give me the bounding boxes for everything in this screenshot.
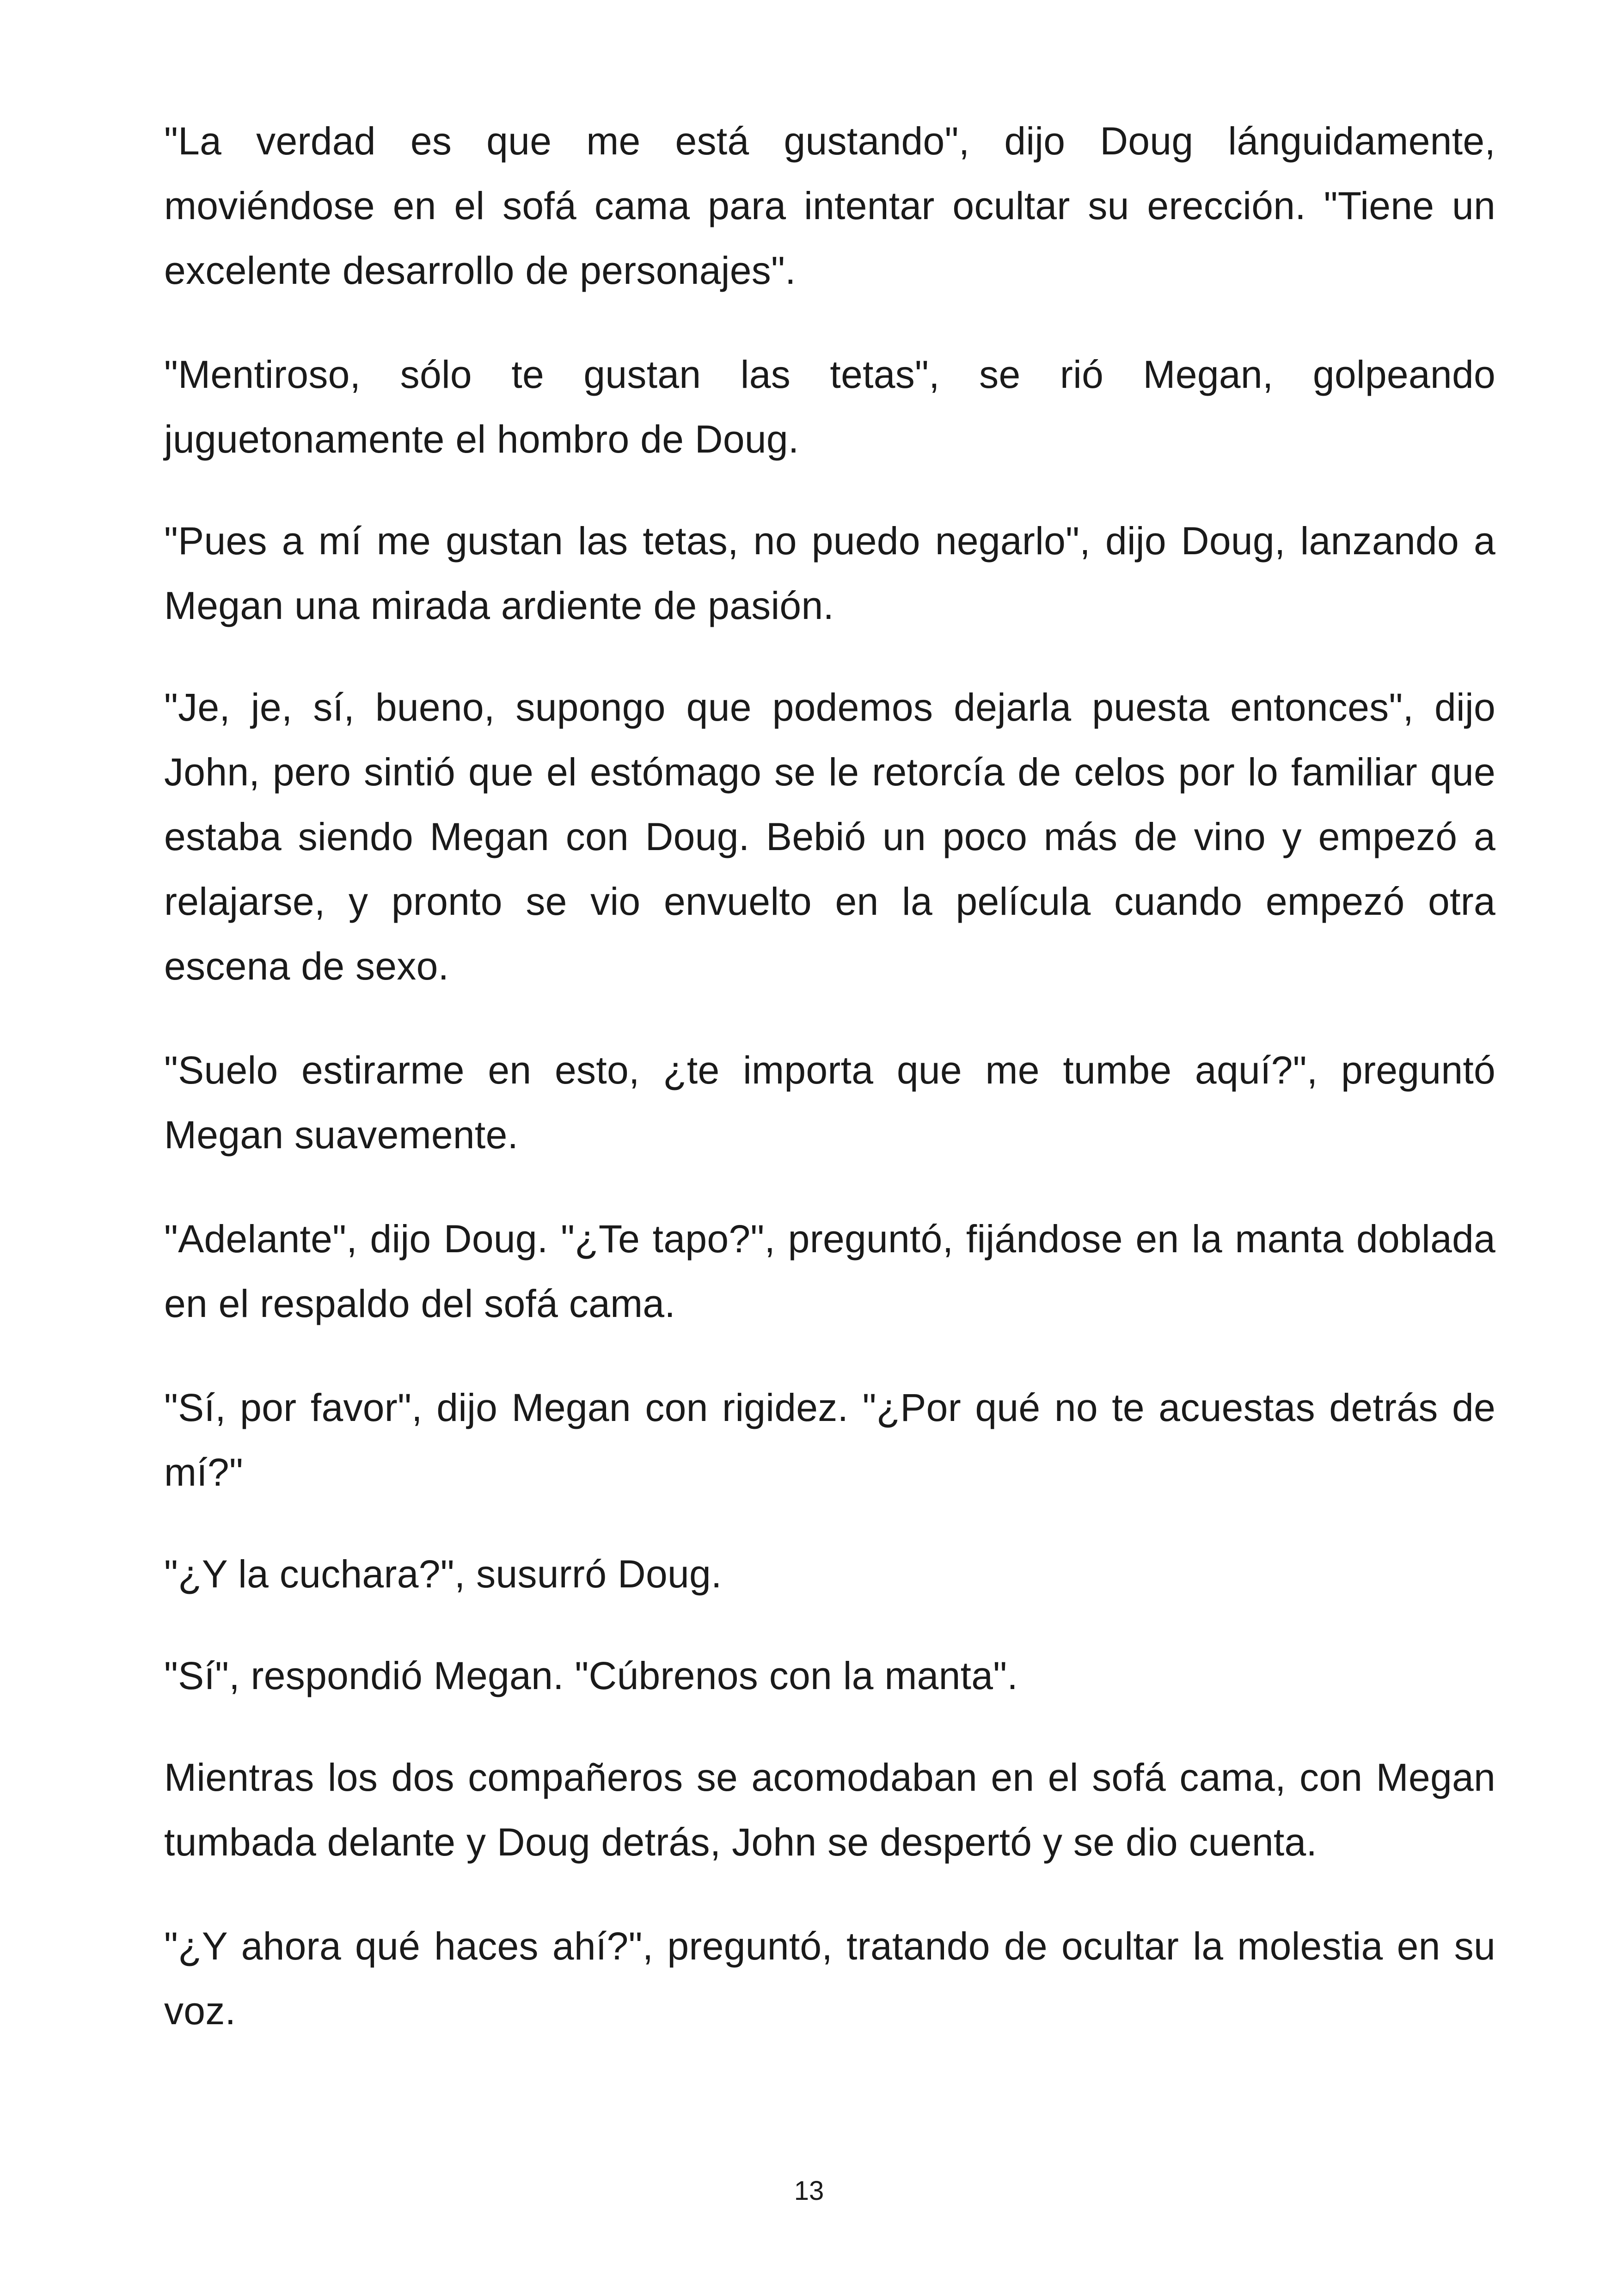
paragraph-1: "La verdad es que me está gustando", dijo Doug lánguidamente, moviéndose en el sofá cama para intentar ocultar su erección. "Tiene un excelente desarrollo de personajes". [164,119,1495,292]
paragraph-7: "Sí, por favor", dijo Megan con rigidez. "¿Por qué no te acuestas detrás de mí?" [164,1386,1495,1494]
paragraph-9: "Sí", respondió Megan. "Cúbrenos con la manta". [164,1654,1018,1697]
paragraph-8: "¿Y la cuchara?", susurró Doug. [164,1552,722,1596]
page-number: 13 [794,2176,824,2206]
paragraph-11: "¿Y ahora qué haces ahí?", preguntó, tratando de ocultar la molestia en su voz. [164,1924,1495,2033]
paragraph-6: "Adelante", dijo Doug. "¿Te tapo?", preguntó, fijándose en la manta doblada en el respaldo del sofá cama. [164,1217,1495,1325]
paragraph-10: Mientras los dos compañeros se acomodaban en el sofá cama, con Megan tumbada delante y Doug detrás, John se despertó y se dio cuenta. [164,1756,1495,1864]
paragraph-3: "Pues a mí me gustan las tetas, no puedo negarlo", dijo Doug, lanzando a Megan una mirada ardiente de pasión. [164,519,1495,627]
paragraph-2: "Mentiroso, sólo te gustan las tetas", se rió Megan, golpeando juguetonamente el hombro de Doug. [164,353,1495,461]
paragraph-5: "Suelo estirarme en esto, ¿te importa que me tumbe aquí?", preguntó Megan suavemente. [164,1048,1495,1157]
paragraph-4: "Je, je, sí, bueno, supongo que podemos dejarla puesta entonces", dijo John, pero sintió que el estómago se le retorcía de celos por lo familiar que estaba siendo Megan con Doug. Bebió un poco más de vino y empezó a relajarse, y pronto se vio envuelto en la película cuando empezó otra escena de sexo. [164,686,1495,988]
